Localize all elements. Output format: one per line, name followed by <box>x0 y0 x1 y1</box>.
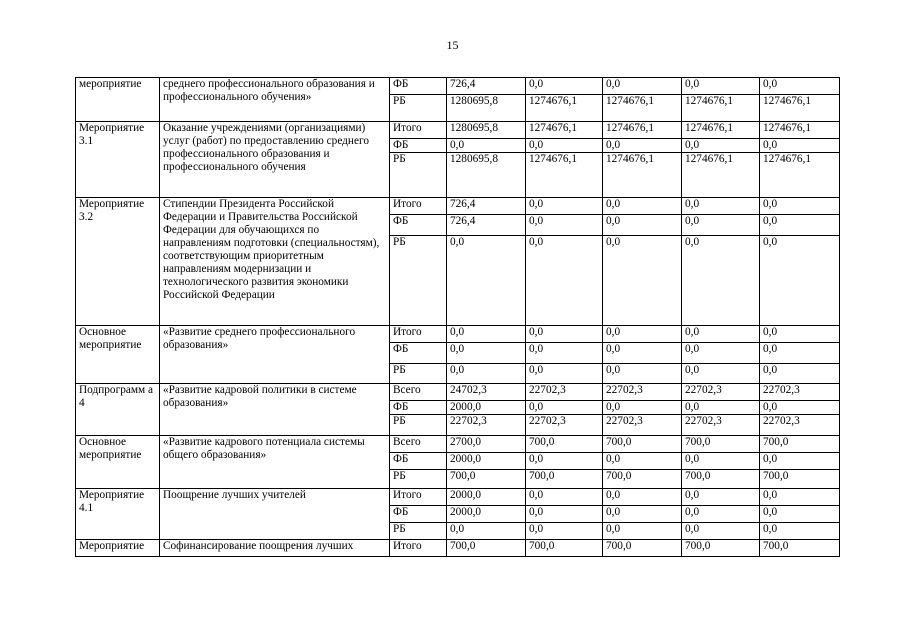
amount-cell: 1274676,1 <box>760 95 840 122</box>
amount-cell: 0,0 <box>760 198 840 215</box>
measure-description: Оказание учреждениями (организациями) услуг (работ) по предоставлению среднего профессионального образования и профессионального обучения <box>160 122 390 198</box>
measure-label: Основное мероприятие <box>76 436 160 489</box>
amount-cell: 700,0 <box>760 436 840 453</box>
budget-table <box>75 77 840 557</box>
amount-cell: 0,0 <box>682 139 760 153</box>
funding-source: РБ <box>390 153 447 198</box>
table-row <box>76 198 840 215</box>
amount-cell: 1274676,1 <box>682 153 760 198</box>
funding-source: Итого <box>390 326 447 343</box>
amount-cell: 1274676,1 <box>526 122 603 139</box>
funding-source: РБ <box>390 523 447 540</box>
amount-cell: 22702,3 <box>447 415 526 436</box>
funding-source: ФБ <box>390 139 447 153</box>
amount-cell: 0,0 <box>447 139 526 153</box>
funding-source: ФБ <box>390 506 447 523</box>
amount-cell: 1274676,1 <box>682 122 760 139</box>
amount-cell: 0,0 <box>760 236 840 326</box>
amount-cell: 700,0 <box>603 436 682 453</box>
amount-cell: 0,0 <box>760 343 840 364</box>
table-row <box>76 384 840 401</box>
amount-cell: 0,0 <box>603 506 682 523</box>
funding-source: ФБ <box>390 401 447 415</box>
amount-cell: 1274676,1 <box>682 95 760 122</box>
amount-cell: 726,4 <box>447 78 526 95</box>
amount-cell: 0,0 <box>682 453 760 470</box>
amount-cell: 700,0 <box>682 436 760 453</box>
measure-label: Подпрограмм а 4 <box>76 384 160 436</box>
amount-cell: 700,0 <box>682 470 760 489</box>
amount-cell: 0,0 <box>760 453 840 470</box>
amount-cell: 0,0 <box>682 489 760 506</box>
measure-description: «Развитие кадровой политики в системе образования» <box>160 384 390 436</box>
amount-cell: 0,0 <box>603 198 682 215</box>
amount-cell: 700,0 <box>760 540 840 557</box>
measure-description: Стипендии Президента Российской Федерации и Правительства Российской Федерации для обучающихся по направлениям подготовки (специальностям), соответствующим приоритетным направлениям модернизации и технологического развития экономики Российской Федерации <box>160 198 390 326</box>
amount-cell: 0,0 <box>760 215 840 236</box>
amount-cell: 700,0 <box>526 436 603 453</box>
amount-cell: 1274676,1 <box>760 153 840 198</box>
amount-cell: 1274676,1 <box>526 95 603 122</box>
amount-cell: 22702,3 <box>682 415 760 436</box>
amount-cell: 700,0 <box>526 470 603 489</box>
amount-cell: 0,0 <box>603 139 682 153</box>
table-row <box>76 122 840 139</box>
amount-cell: 700,0 <box>447 540 526 557</box>
amount-cell: 0,0 <box>526 364 603 384</box>
amount-cell: 0,0 <box>682 236 760 326</box>
funding-source: ФБ <box>390 78 447 95</box>
amount-cell: 0,0 <box>526 78 603 95</box>
amount-cell: 0,0 <box>682 215 760 236</box>
amount-cell: 0,0 <box>447 343 526 364</box>
amount-cell: 726,4 <box>447 198 526 215</box>
amount-cell: 0,0 <box>682 198 760 215</box>
amount-cell: 0,0 <box>447 326 526 343</box>
amount-cell: 2000,0 <box>447 489 526 506</box>
amount-cell: 0,0 <box>603 343 682 364</box>
amount-cell: 1274676,1 <box>526 153 603 198</box>
amount-cell: 0,0 <box>526 401 603 415</box>
table-row <box>76 326 840 343</box>
amount-cell: 22702,3 <box>603 384 682 401</box>
amount-cell: 1280695,8 <box>447 122 526 139</box>
amount-cell: 0,0 <box>760 326 840 343</box>
measure-description: среднего профессионального образования и профессионального обучения» <box>160 78 390 122</box>
amount-cell: 0,0 <box>526 523 603 540</box>
amount-cell: 700,0 <box>603 540 682 557</box>
amount-cell: 0,0 <box>603 523 682 540</box>
amount-cell: 0,0 <box>760 78 840 95</box>
amount-cell: 0,0 <box>526 343 603 364</box>
amount-cell: 0,0 <box>447 523 526 540</box>
measure-description: Поощрение лучших учителей <box>160 489 390 540</box>
budget-table-body <box>76 78 840 557</box>
amount-cell: 1280695,8 <box>447 153 526 198</box>
table-row <box>76 78 840 95</box>
funding-source: РБ <box>390 236 447 326</box>
amount-cell: 22702,3 <box>682 384 760 401</box>
amount-cell: 0,0 <box>526 198 603 215</box>
measure-label: Мероприятие 3.1 <box>76 122 160 198</box>
amount-cell: 0,0 <box>760 364 840 384</box>
amount-cell: 2700,0 <box>447 436 526 453</box>
amount-cell: 0,0 <box>760 139 840 153</box>
funding-source: Итого <box>390 489 447 506</box>
measure-description: «Развитие среднего профессионального образования» <box>160 326 390 384</box>
amount-cell: 0,0 <box>526 453 603 470</box>
amount-cell: 22702,3 <box>760 415 840 436</box>
amount-cell: 0,0 <box>603 236 682 326</box>
amount-cell: 0,0 <box>760 506 840 523</box>
amount-cell: 0,0 <box>526 489 603 506</box>
table-row <box>76 540 840 557</box>
funding-source: ФБ <box>390 343 447 364</box>
table-row <box>76 489 840 506</box>
amount-cell: 0,0 <box>603 78 682 95</box>
measure-label: Мероприятие 4.1 <box>76 489 160 540</box>
funding-source: РБ <box>390 95 447 122</box>
amount-cell: 22702,3 <box>526 415 603 436</box>
measure-description: Софинансирование поощрения лучших <box>160 540 390 557</box>
amount-cell: 1280695,8 <box>447 95 526 122</box>
amount-cell: 0,0 <box>682 401 760 415</box>
amount-cell: 1274676,1 <box>603 95 682 122</box>
amount-cell: 0,0 <box>447 236 526 326</box>
amount-cell: 700,0 <box>682 540 760 557</box>
measure-description: «Развитие кадрового потенциала системы общего образования» <box>160 436 390 489</box>
amount-cell: 0,0 <box>760 523 840 540</box>
table-row <box>76 436 840 453</box>
amount-cell: 22702,3 <box>526 384 603 401</box>
amount-cell: 0,0 <box>682 78 760 95</box>
funding-source: РБ <box>390 364 447 384</box>
funding-source: ФБ <box>390 215 447 236</box>
amount-cell: 0,0 <box>526 236 603 326</box>
amount-cell: 0,0 <box>682 506 760 523</box>
measure-label: Основное мероприятие <box>76 326 160 384</box>
amount-cell: 0,0 <box>603 215 682 236</box>
amount-cell: 700,0 <box>603 470 682 489</box>
amount-cell: 0,0 <box>682 523 760 540</box>
amount-cell: 0,0 <box>526 215 603 236</box>
funding-source: Итого <box>390 540 447 557</box>
amount-cell: 1274676,1 <box>603 122 682 139</box>
amount-cell: 0,0 <box>603 364 682 384</box>
amount-cell: 22702,3 <box>603 415 682 436</box>
amount-cell: 700,0 <box>447 470 526 489</box>
funding-source: ФБ <box>390 453 447 470</box>
amount-cell: 0,0 <box>526 139 603 153</box>
amount-cell: 0,0 <box>447 364 526 384</box>
page-number: 15 <box>446 38 459 52</box>
amount-cell: 2000,0 <box>447 506 526 523</box>
amount-cell: 700,0 <box>760 470 840 489</box>
amount-cell: 0,0 <box>603 453 682 470</box>
measure-label: Мероприятие <box>76 540 160 557</box>
measure-label: мероприятие <box>76 78 160 122</box>
amount-cell: 1274676,1 <box>760 122 840 139</box>
amount-cell: 0,0 <box>603 401 682 415</box>
amount-cell: 0,0 <box>682 343 760 364</box>
amount-cell: 0,0 <box>682 326 760 343</box>
amount-cell: 726,4 <box>447 215 526 236</box>
funding-source: Итого <box>390 198 447 215</box>
amount-cell: 1274676,1 <box>603 153 682 198</box>
amount-cell: 0,0 <box>603 326 682 343</box>
amount-cell: 0,0 <box>526 506 603 523</box>
funding-source: РБ <box>390 415 447 436</box>
amount-cell: 2000,0 <box>447 401 526 415</box>
amount-cell: 0,0 <box>526 326 603 343</box>
amount-cell: 24702,3 <box>447 384 526 401</box>
amount-cell: 2000,0 <box>447 453 526 470</box>
amount-cell: 0,0 <box>760 401 840 415</box>
amount-cell: 0,0 <box>603 489 682 506</box>
amount-cell: 700,0 <box>526 540 603 557</box>
amount-cell: 22702,3 <box>760 384 840 401</box>
funding-source: РБ <box>390 470 447 489</box>
funding-source: Всего <box>390 436 447 453</box>
amount-cell: 0,0 <box>682 364 760 384</box>
funding-source: Итого <box>390 122 447 139</box>
measure-label: Мероприятие 3.2 <box>76 198 160 326</box>
amount-cell: 0,0 <box>760 489 840 506</box>
funding-source: Всего <box>390 384 447 401</box>
